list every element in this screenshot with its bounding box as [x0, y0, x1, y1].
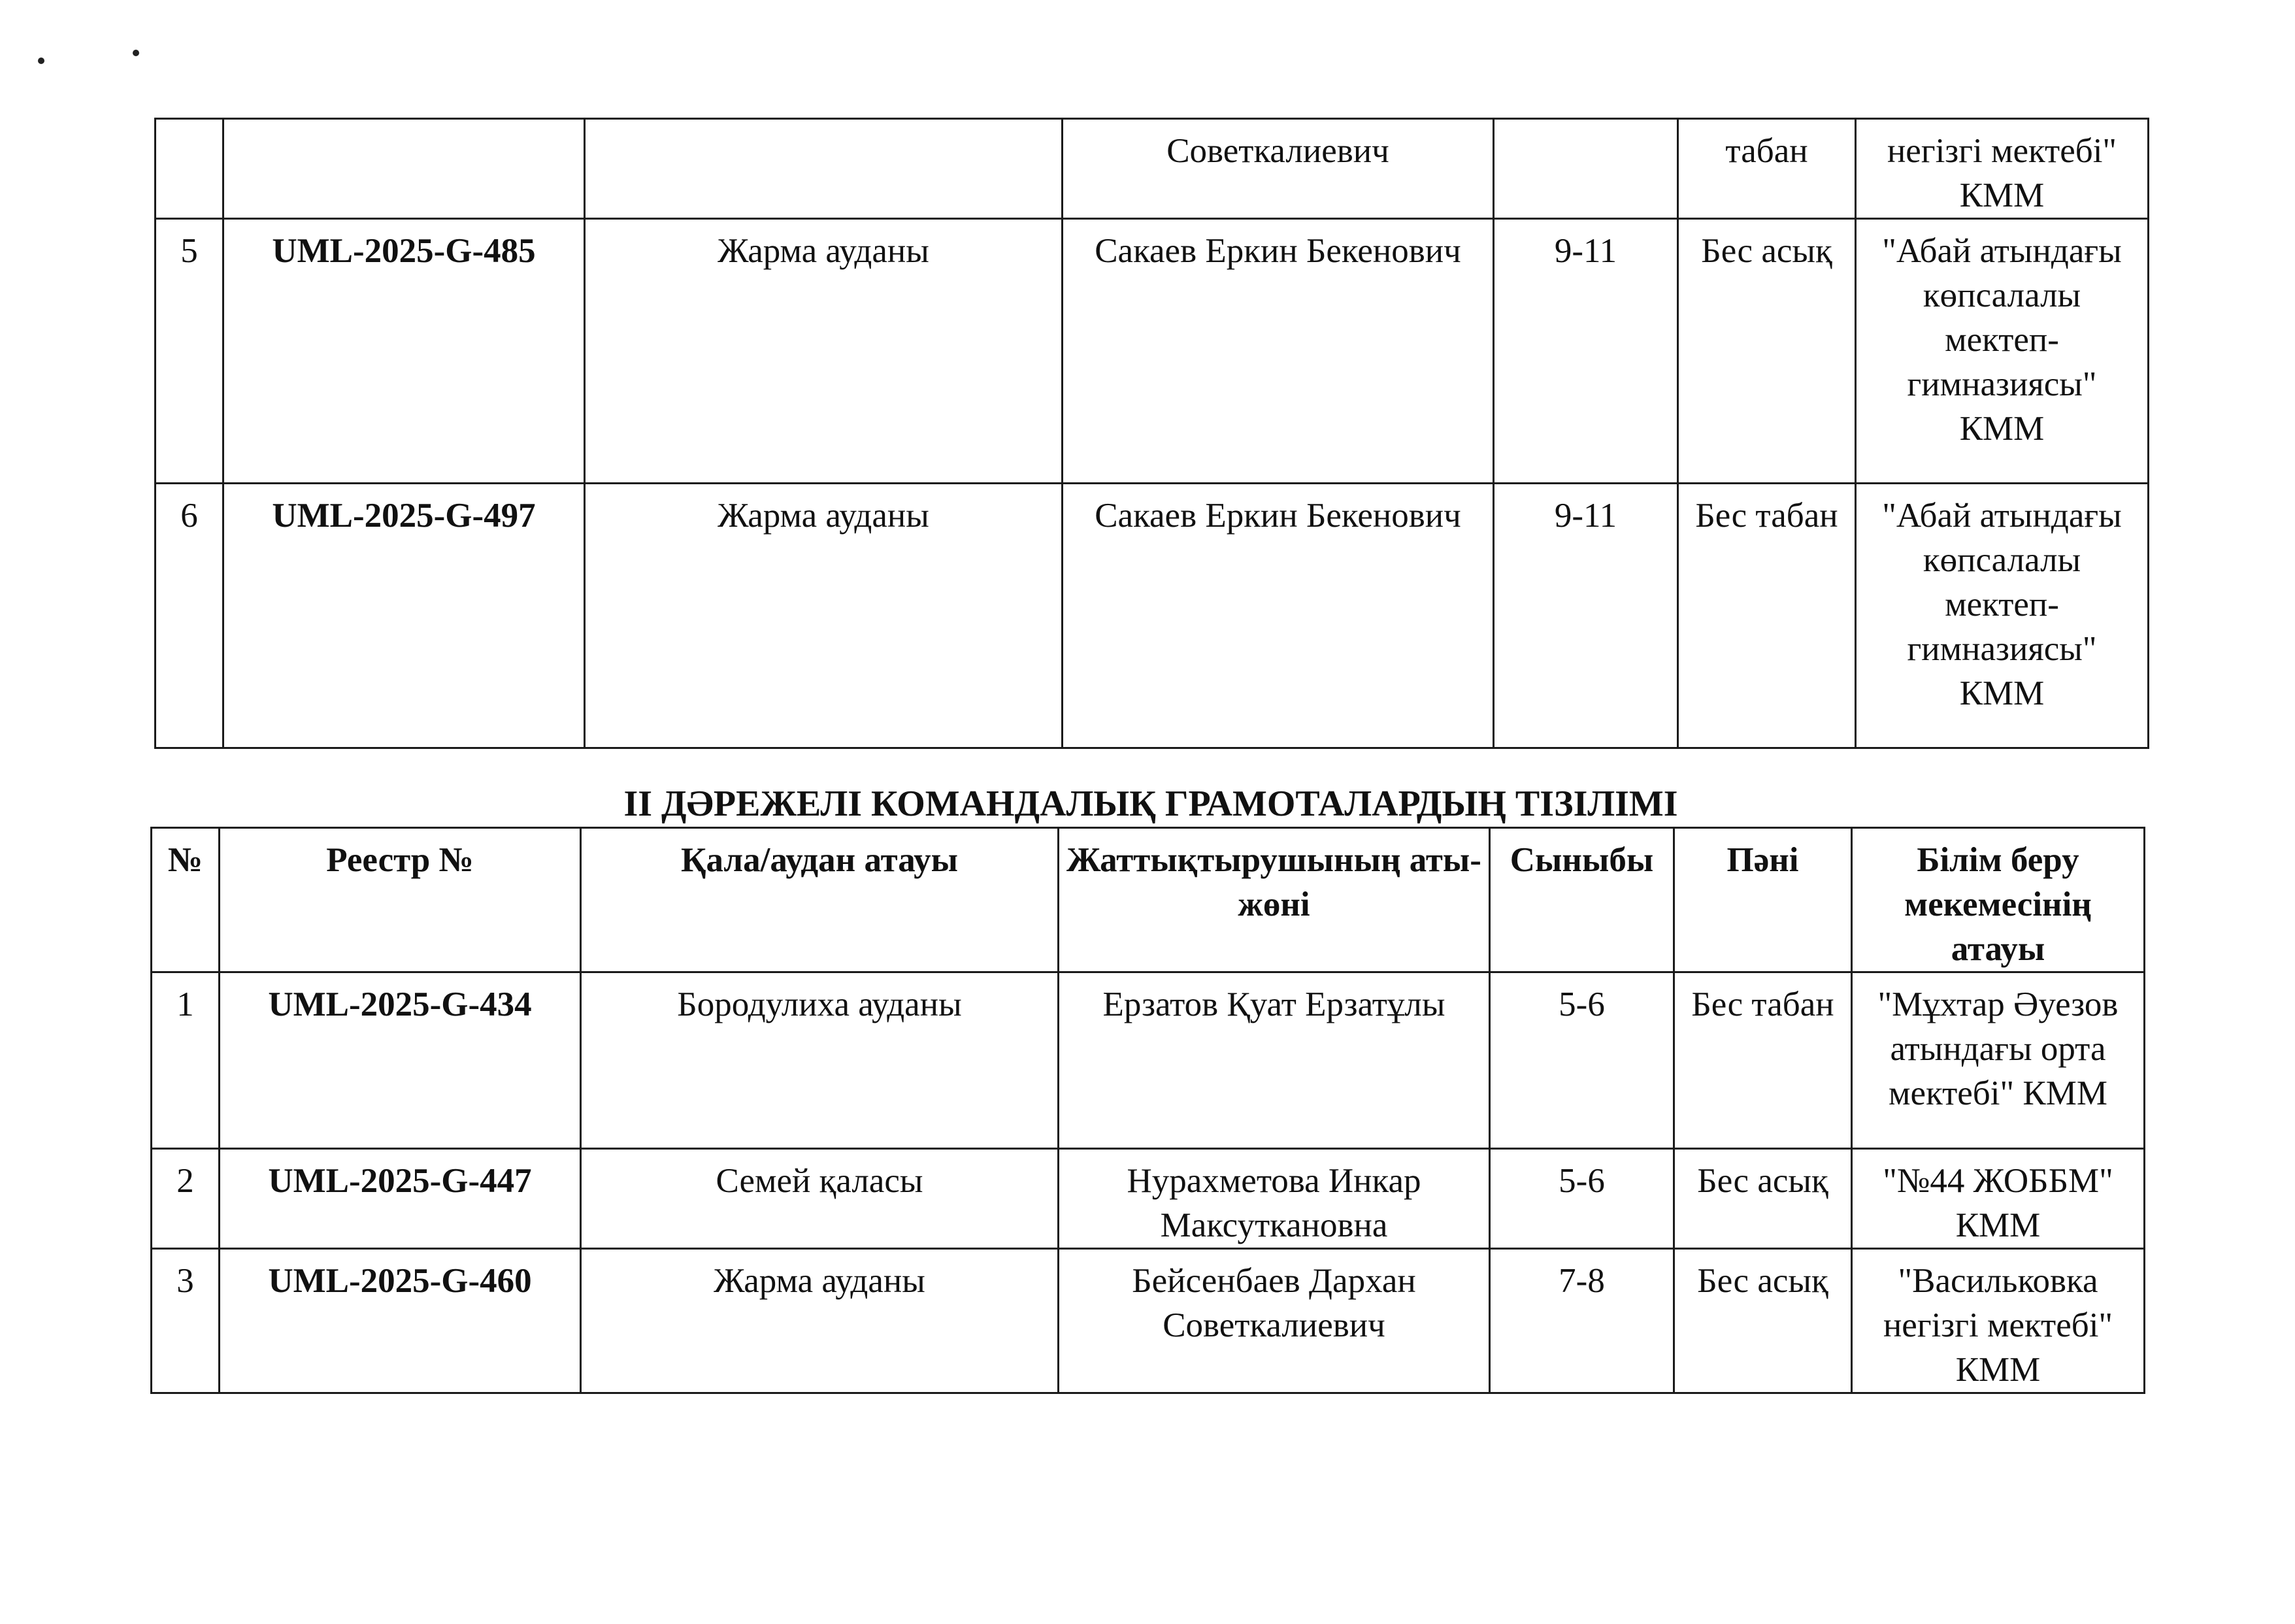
cell-num [156, 119, 223, 219]
cell-grade: 9-11 [1494, 219, 1678, 484]
cell-registry: UML-2025-G-497 [223, 484, 585, 748]
header-grade: Сыныбы [1490, 828, 1674, 972]
continued-table [154, 118, 2149, 749]
cell-coach: Сакаев Еркин Бекенович [1063, 484, 1494, 748]
header-district: Қала/аудан атауы [581, 828, 1059, 972]
section-title: II ДӘРЕЖЕЛІ КОМАНДАЛЫҚ ГРАМОТАЛАРДЫҢ ТІЗІЛІМІ [623, 784, 1678, 824]
cell-num: 5 [156, 219, 223, 484]
scan-dot [38, 58, 44, 64]
table-row [152, 972, 2145, 1149]
cell-school: "Абай атындағы көпсалалы мектеп-гимназиясы" КММ [1856, 219, 2149, 484]
cell-grade: 7-8 [1490, 1249, 1674, 1393]
cell-subject: Бес асық [1678, 219, 1856, 484]
cell-district [585, 119, 1063, 219]
cell-num: 3 [152, 1249, 220, 1393]
header-num: № [152, 828, 220, 972]
cell-subject: Бес асық [1674, 1249, 1852, 1393]
cell-school: "№44 ЖОББМ" КММ [1852, 1149, 2145, 1249]
cell-coach: Ерзатов Қуат Ерзатұлы [1059, 972, 1490, 1149]
registry-table [150, 827, 2145, 1394]
cell-registry: UML-2025-G-460 [220, 1249, 581, 1393]
cell-registry: UML-2025-G-447 [220, 1149, 581, 1249]
cell-school: "Васильковка негізгі мектебі" КММ [1852, 1249, 2145, 1393]
cell-subject: Бес табан [1678, 484, 1856, 748]
cell-subject: Бес асық [1674, 1149, 1852, 1249]
cell-district: Жарма ауданы [581, 1249, 1059, 1393]
cell-school: "Мұхтар Әуезов атындағы орта мектебі" КММ [1852, 972, 2145, 1149]
cell-school: "Абай атындағы көпсалалы мектеп-гимназиясы" КММ [1856, 484, 2149, 748]
cell-coach: Нурахметова Инкар Максуткановна [1059, 1149, 1490, 1249]
cell-num: 2 [152, 1149, 220, 1249]
cell-registry [223, 119, 585, 219]
header-coach: Жаттықтырушының аты-жөні [1059, 828, 1490, 972]
cell-num: 6 [156, 484, 223, 748]
cell-coach: Бейсенбаев Дархан Советкалиевич [1059, 1249, 1490, 1393]
table-row [156, 219, 2149, 484]
header-subject: Пәні [1674, 828, 1852, 972]
cell-subject: Бес табан [1674, 972, 1852, 1149]
header-school: Білім беру мекемесінің атауы [1852, 828, 2145, 972]
header-registry: Реестр № [220, 828, 581, 972]
table-row [156, 484, 2149, 748]
cell-coach: Советкалиевич [1063, 119, 1494, 219]
cell-registry: UML-2025-G-434 [220, 972, 581, 1149]
cell-grade: 9-11 [1494, 484, 1678, 748]
table-row [156, 119, 2149, 219]
cell-district: Бородулиха ауданы [581, 972, 1059, 1149]
cell-district: Жарма ауданы [585, 484, 1063, 748]
cell-grade [1494, 119, 1678, 219]
cell-grade: 5-6 [1490, 1149, 1674, 1249]
scan-dot [133, 50, 139, 56]
table-row [152, 1249, 2145, 1393]
cell-registry: UML-2025-G-485 [223, 219, 585, 484]
cell-district: Семей қаласы [581, 1149, 1059, 1249]
cell-subject: табан [1678, 119, 1856, 219]
cell-coach: Сакаев Еркин Бекенович [1063, 219, 1494, 484]
cell-district: Жарма ауданы [585, 219, 1063, 484]
cell-school: негізгі мектебі" КММ [1856, 119, 2149, 219]
cell-num: 1 [152, 972, 220, 1149]
table-row [152, 1149, 2145, 1249]
cell-grade: 5-6 [1490, 972, 1674, 1149]
table-header-row [152, 828, 2145, 972]
